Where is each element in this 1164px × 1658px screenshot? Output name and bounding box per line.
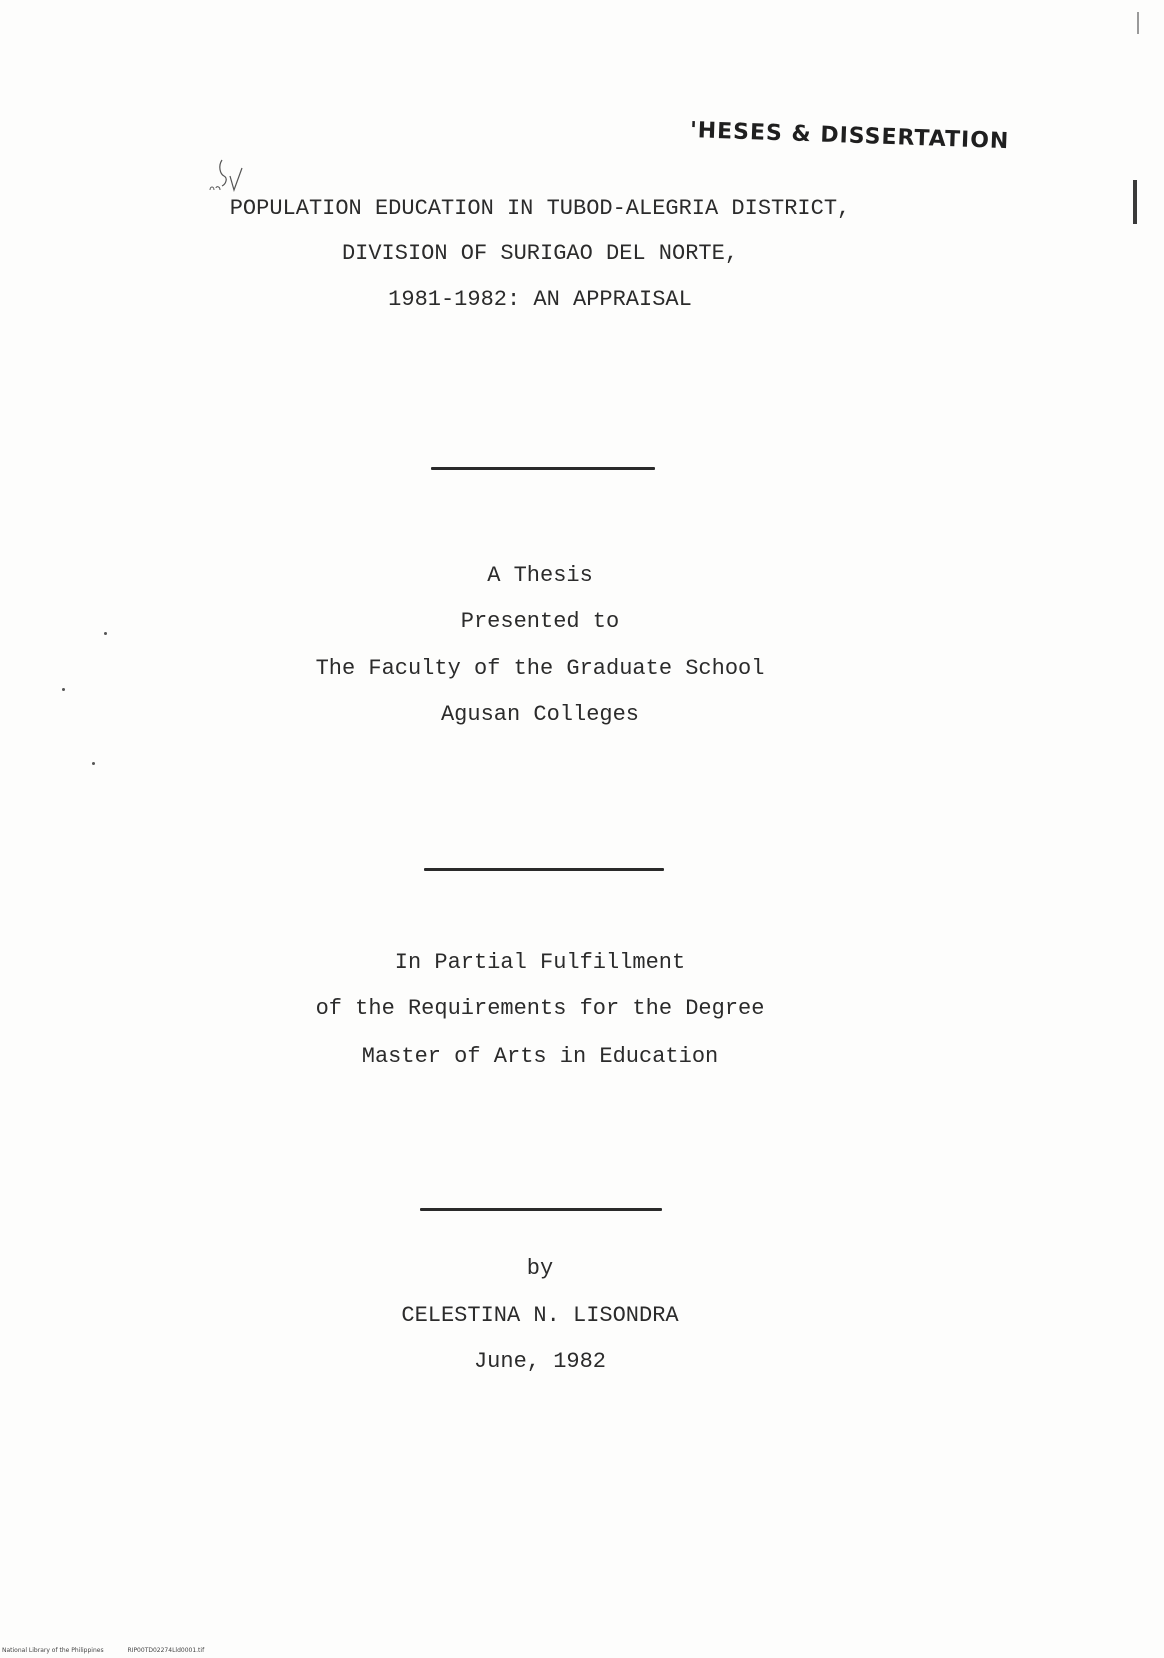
divider-3 — [420, 1208, 662, 1211]
divider-2 — [424, 868, 664, 871]
title-line-1: POPULATION EDUCATION IN TUBOD-ALEGRIA DISTRICT, — [229, 196, 851, 221]
margin-bar — [1133, 180, 1137, 224]
scan-footer — [2, 1647, 226, 1654]
edge-tick-mark — [1137, 12, 1139, 34]
fulfillment-line-1: In Partial Fulfillment — [394, 950, 686, 975]
speck — [104, 632, 107, 635]
footer-library: National Library of the Philippines — [2, 1647, 104, 1654]
footer-filename: RIP00TD02274Lld0001.tif — [127, 1647, 205, 1654]
thesis-label: A Thesis — [487, 563, 593, 588]
degree-name: Master of Arts in Education — [361, 1044, 719, 1069]
faculty-line: The Faculty of the Graduate School — [315, 656, 765, 681]
divider-1 — [431, 467, 655, 470]
college-name: Agusan Colleges — [440, 702, 640, 727]
speck — [62, 688, 65, 691]
by-label: by — [526, 1256, 554, 1281]
speck — [92, 762, 95, 765]
theses-stamp: 'HESES & DISSERTATION — [689, 118, 1010, 155]
title-line-2: DIVISION OF SURIGAO DEL NORTE, — [341, 241, 739, 266]
submission-date: June, 1982 — [473, 1349, 607, 1374]
fulfillment-line-2: of the Requirements for the Degree — [315, 996, 765, 1021]
title-line-3: 1981-1982: AN APPRAISAL — [388, 287, 692, 312]
author-name: CELESTINA N. LISONDRA — [401, 1303, 679, 1328]
presented-to: Presented to — [460, 609, 620, 634]
